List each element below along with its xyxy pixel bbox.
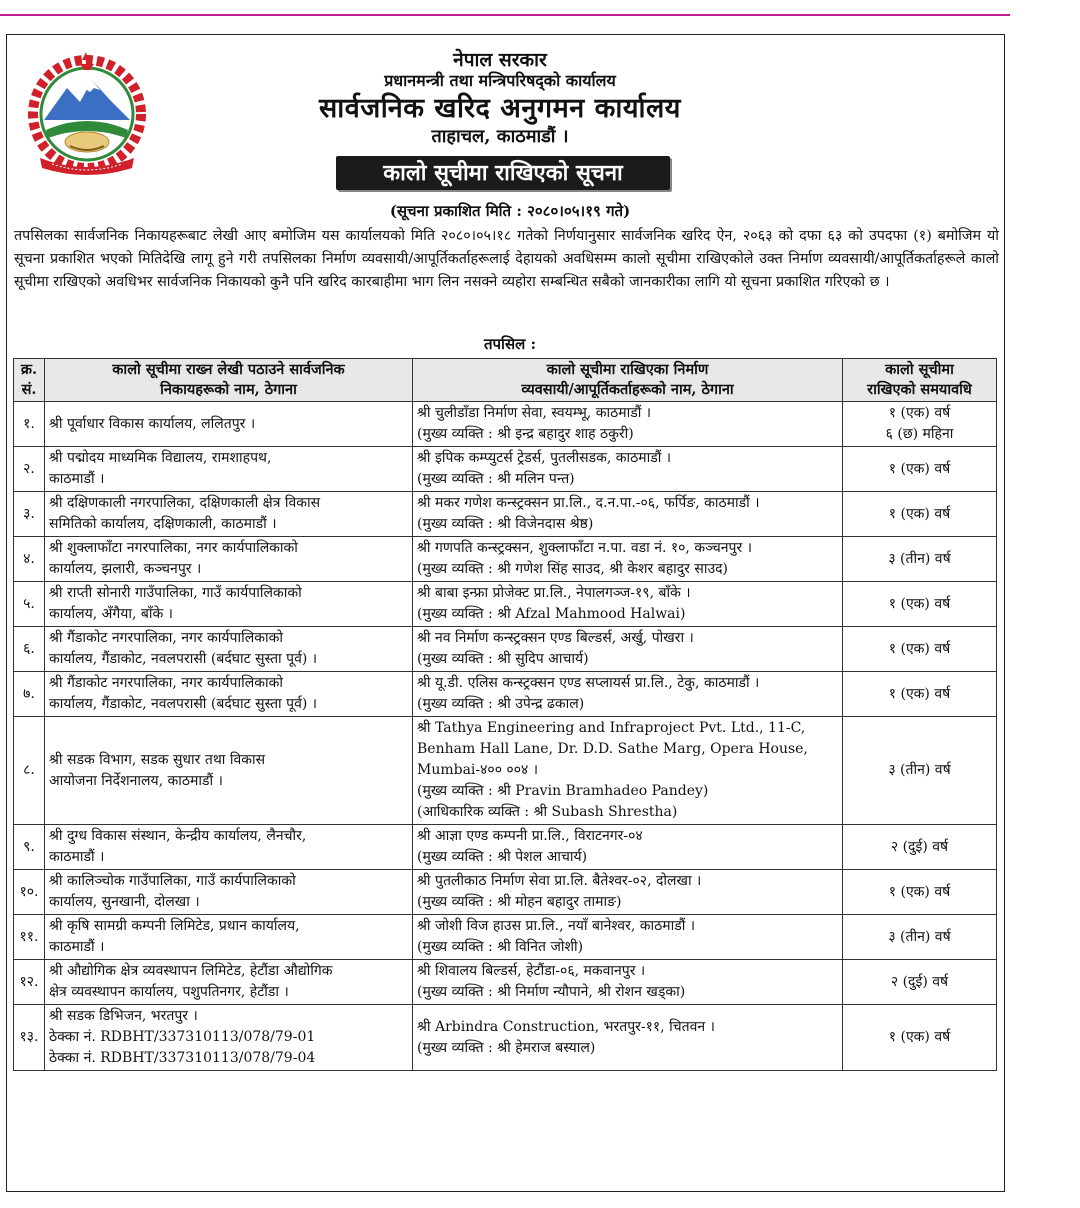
- header-duration: कालो सूचीमा राखिएको समयावधि: [843, 359, 997, 402]
- row-duration: १ (एक) वर्ष: [843, 582, 997, 627]
- row-entity: श्री गैंडाकोट नगरपालिका, नगर कार्यपालिकाको कार्यालय, गैंडाकोट, नवलपरासी (बर्दघाट सुस्ता पूर्व) ।: [45, 627, 413, 672]
- row-entity: श्री शुक्लाफाँटा नगरपालिका, नगर कार्यपालिकाको कार्यालय, झलारी, कञ्चनपुर ।: [45, 537, 413, 582]
- table-row: [14, 915, 997, 960]
- row-contractor: श्री पुतलीकाठ निर्माण सेवा प्रा.लि. बैतेश्वर-०२, दोलखा । (मुख्य व्यक्ति : श्री मोहन बहादुर तामाङ): [413, 870, 843, 915]
- row-contractor: श्री Tathya Engineering and Infraproject Pvt. Ltd., 11-C, Benham Hall Lane, Dr. D.D. Sathe Marg, Opera House, Mumbai-४०० ००४ । (मुख्य व्यक्ति : श्री Pravin Bramhadeo Pandey) (आधिकारिक व्यक्ति : श्री Subash Shrestha): [413, 717, 843, 825]
- row-contractor: श्री Arbindra Construction, भरतपुर-११, चितवन । (मुख्य व्यक्ति : श्री हेमराज बस्याल): [413, 1005, 843, 1071]
- row-contractor: श्री बाबा इन्फ्रा प्रोजेक्ट प्रा.लि., नेपालगञ्ज-१९, बाँके । (मुख्य व्यक्ति : श्री Afzal Mahmood Halwai): [413, 582, 843, 627]
- row-serial: ११.: [14, 915, 45, 960]
- notice-title-banner: कालो सूचीमा राखिएको सूचना: [336, 156, 670, 190]
- intro-paragraph: तपसिलका सार्वजनिक निकायहरूबाट लेखी आए बमोजिम यस कार्यालयको मिति २०८०।०५।१८ गतेको निर्णयानुसार सार्वजनिक खरिद ऐन, २०६३ को दफा ६३ को उपदफा (१) बमोजिम यो सूचना प्रकाशित भएको मितिदेखि लागू हुने गरी तपसिलका निर्माण व्यवसायी/आपूर्तिकर्ताहरूलाई देहायको अवधिसम्म कालो सूचीमा राखिएकोले उक्त निर्माण व्यवसायी/आपूर्तिकर्ताहरूले कालो सूचीमा राखिएको अवधिभर सार्वजनिक निकायको कुनै पनि खरिद कारबाहीमा भाग लिन नसक्ने व्यहोरा सम्बन्धित सबैको जानकारीका लागि यो सूचना प्रकाशित गरिएको छ ।: [14, 228, 999, 290]
- row-entity: श्री सडक डिभिजन, भरतपुर । ठेक्का नं. RDBHT/337310113/078/79-01 ठेक्का नं. RDBHT/337310113/078/79-04: [45, 1005, 413, 1071]
- row-serial: ९.: [14, 825, 45, 870]
- row-entity: श्री पद्मोदय माध्यमिक विद्यालय, रामशाहपथ, काठमाडौं ।: [45, 447, 413, 492]
- table-row: [14, 717, 997, 825]
- row-serial: ४.: [14, 537, 45, 582]
- row-contractor: श्री नव निर्माण कन्स्ट्रक्सन एण्ड बिल्डर्स, अर्खु, पोखरा । (मुख्य व्यक्ति : श्री सुदिप आचार्य): [413, 627, 843, 672]
- row-serial: १३.: [14, 1005, 45, 1071]
- row-serial: १०.: [14, 870, 45, 915]
- top-accent-line: [0, 14, 1010, 16]
- row-entity: श्री गैंडाकोट नगरपालिका, नगर कार्यपालिकाको कार्यालय, गैंडाकोट, नवलपरासी (बर्दघाट सुस्ता पूर्व) ।: [45, 672, 413, 717]
- row-duration: २ (दुई) वर्ष: [843, 960, 997, 1005]
- details-heading: तपसिल :: [483, 335, 537, 353]
- row-duration: १ (एक) वर्ष: [843, 870, 997, 915]
- row-contractor: श्री चुलीडाँडा निर्माण सेवा, स्वयम्भू, काठमाडौं । (मुख्य व्यक्ति : श्री इन्द्र बहादुर शाह ठकुरी): [413, 402, 843, 447]
- table-row: [14, 447, 997, 492]
- header-serial: क्र. सं.: [14, 359, 45, 402]
- table-row: [14, 402, 997, 447]
- row-contractor: श्री इपिक कम्प्युटर्स ट्रेडर्स, पुतलीसडक, काठमाडौं । (मुख्य व्यक्ति : श्री मलिन पन्त): [413, 447, 843, 492]
- row-duration: ३ (तीन) वर्ष: [843, 915, 997, 960]
- row-serial: २.: [14, 447, 45, 492]
- row-serial: ६.: [14, 627, 45, 672]
- table-row: [14, 537, 997, 582]
- row-serial: ७.: [14, 672, 45, 717]
- row-contractor: श्री आज्ञा एण्ड कम्पनी प्रा.लि., विराटनगर-०४ (मुख्य व्यक्ति : श्री पेशल आचार्य): [413, 825, 843, 870]
- row-duration: ३ (तीन) वर्ष: [843, 717, 997, 825]
- row-contractor: श्री जोशी विज हाउस प्रा.लि., नयाँ बानेश्वर, काठमाडौं । (मुख्य व्यक्ति : श्री विनित जोशी): [413, 915, 843, 960]
- header-contractor: कालो सूचीमा राखिएका निर्माण व्यवसायी/आपूर्तिकर्ताहरूको नाम, ठेगाना: [413, 359, 843, 402]
- header-office: सार्वजनिक खरिद अनुगमन कार्यालय: [319, 93, 681, 124]
- row-entity: श्री औद्योगिक क्षेत्र व्यवस्थापन लिमिटेड, हेटौंडा औद्योगिक क्षेत्र व्यवस्थापन कार्यालय, पशुपतिनगर, हेटौंडा ।: [45, 960, 413, 1005]
- row-entity: श्री कालिञ्चोक गाउँपालिका, गाउँ कार्यपालिकाको कार्यालय, सुनखानी, दोलखा ।: [45, 870, 413, 915]
- table-row: [14, 1005, 997, 1071]
- row-contractor: श्री मकर गणेश कन्स्ट्रक्सन प्रा.लि., द.न.पा.-०६, फर्पिङ, काठमाडौं । (मुख्य व्यक्ति : श्री विजेनदास श्रेष्ठ): [413, 492, 843, 537]
- table-header-row: [14, 359, 997, 402]
- row-entity: श्री राप्ती सोनारी गाउँपालिका, गाउँ कार्यपालिकाको कार्यालय, अँगैया, बाँके ।: [45, 582, 413, 627]
- table-row: [14, 870, 997, 915]
- row-duration: २ (दुई) वर्ष: [843, 825, 997, 870]
- row-serial: ८.: [14, 717, 45, 825]
- blacklist-table: [13, 358, 997, 1071]
- table-row: [14, 825, 997, 870]
- row-duration: १ (एक) वर्ष: [843, 627, 997, 672]
- row-serial: ३.: [14, 492, 45, 537]
- table-row: [14, 672, 997, 717]
- row-contractor: श्री शिवालय बिल्डर्स, हेटौंडा-०६, मकवानपुर । (मुख्य व्यक्ति : श्री निर्माण न्यौपाने, श्री रोशन खड्का): [413, 960, 843, 1005]
- header-government: नेपाल सरकार: [453, 49, 547, 71]
- publication-date: (सूचना प्रकाशित मिति : २०८०।०५।१९ गते): [389, 202, 631, 220]
- table-row: [14, 960, 997, 1005]
- row-entity: श्री दुग्ध विकास संस्थान, केन्द्रीय कार्यालय, लैनचौर, काठमाडौं ।: [45, 825, 413, 870]
- row-entity: श्री पूर्वाधार विकास कार्यालय, ललितपुर ।: [45, 402, 413, 447]
- row-duration: १ (एक) वर्ष: [843, 1005, 997, 1071]
- row-entity: श्री दक्षिणकाली नगरपालिका, दक्षिणकाली क्षेत्र विकास समितिको कार्यालय, दक्षिणकाली, काठमाडौं ।: [45, 492, 413, 537]
- row-entity: श्री सडक विभाग, सडक सुधार तथा विकास आयोजना निर्देशनालय, काठमाडौं ।: [45, 717, 413, 825]
- row-serial: १२.: [14, 960, 45, 1005]
- header-address: ताहाचल, काठमाडौं ।: [431, 126, 569, 147]
- nepal-emblem-icon: [22, 50, 152, 180]
- row-duration: १ (एक) वर्ष: [843, 447, 997, 492]
- row-contractor: श्री यू.डी. एलिस कन्स्ट्रक्सन एण्ड सप्लायर्स प्रा.लि., टेकु, काठमाडौं । (मुख्य व्यक्ति : श्री उपेन्द्र ढकाल): [413, 672, 843, 717]
- row-duration: १ (एक) वर्ष ६ (छ) महिना: [843, 402, 997, 447]
- row-duration: १ (एक) वर्ष: [843, 672, 997, 717]
- table-row: [14, 627, 997, 672]
- row-serial: १.: [14, 402, 45, 447]
- table-row: [14, 492, 997, 537]
- row-contractor: श्री गणपति कन्स्ट्रक्सन, शुक्लाफाँटा न.पा. वडा नं. १०, कञ्चनपुर । (मुख्य व्यक्ति : श्री गणेश सिंह साउद, श्री केशर बहादुर साउद): [413, 537, 843, 582]
- header-ministry: प्रधानमन्त्री तथा मन्त्रिपरिषद्को कार्यालय: [384, 71, 616, 90]
- row-duration: ३ (तीन) वर्ष: [843, 537, 997, 582]
- header-entity: कालो सूचीमा राख्न लेखी पठाउने सार्वजनिक निकायहरूको नाम, ठेगाना: [45, 359, 413, 402]
- table-row: [14, 582, 997, 627]
- row-entity: श्री कृषि सामग्री कम्पनी लिमिटेड, प्रधान कार्यालय, काठमाडौं ।: [45, 915, 413, 960]
- row-serial: ५.: [14, 582, 45, 627]
- row-duration: १ (एक) वर्ष: [843, 492, 997, 537]
